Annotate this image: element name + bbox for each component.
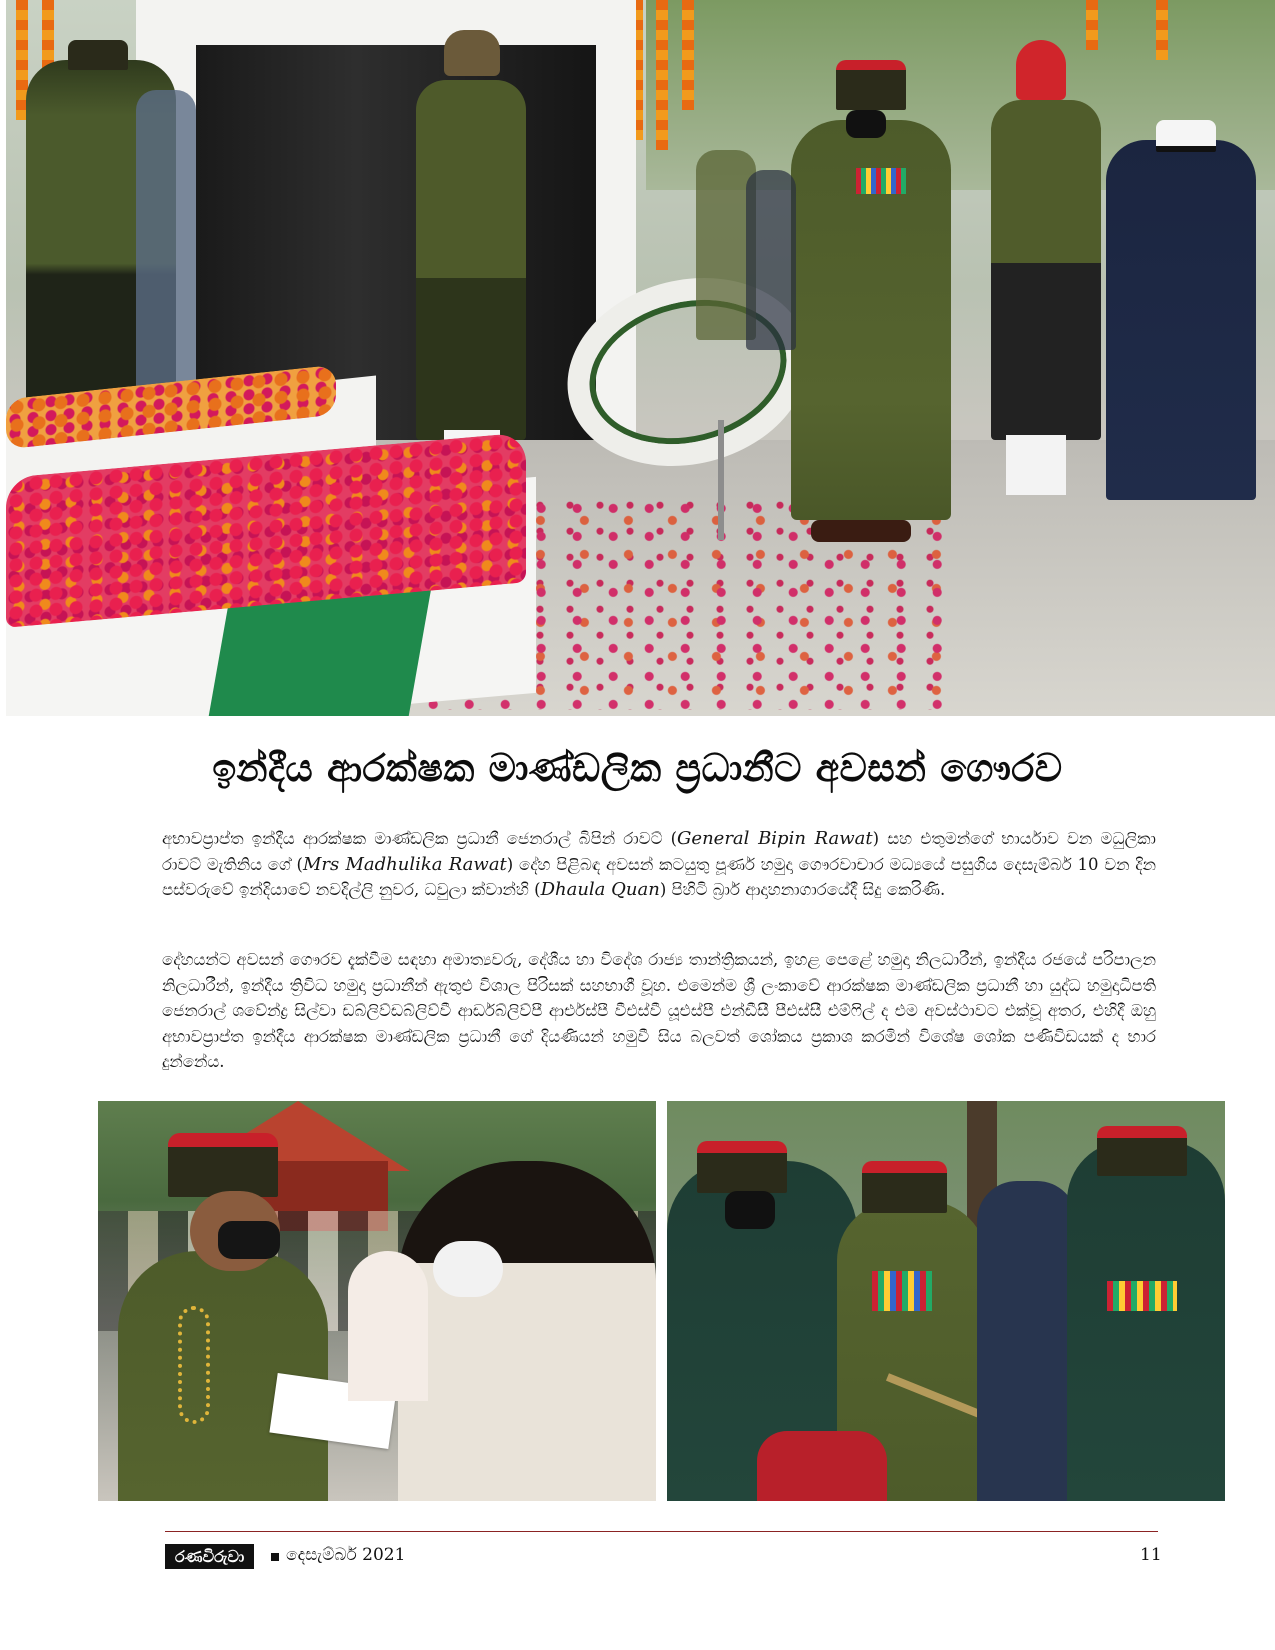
article-paragraph-2: දේහයන්ට අවසන් ගෞරව දැක්වීම සඳහා අමාත්‍යවරු, දේශීය හා විදේශ රාජ්‍ය තාන්ත්‍රිකයන්, ඉහළ පෙළේ හමුදා නිලධාරීන්, ඉන්දීය රජයේ පරිපාලන නිලධාරීන්, ඉන්දීය ත්‍රිවිධ හමුදා ප්‍රධානීන් ඇතුළු විශාල පිරිසක් සහභාගී වූහ. එමෙන්ම ශ්‍රී ලංකාවේ ආරක්ෂක මාණ්ඩලික ප්‍රධානී හා යුද්ධ හමුදාධිපති ජෙනරාල් ශවේන්ද්‍ර සිල්වා ඩබ්ලිව්ඩබ්ලිව්වී ආර්ඩබ්ලිව්පී ආර්එස්පී වීඑස්වී යූඑස්පී එන්ඩීසී පීඑස්සී එම්ෆිල් ද එම අවස්ථාවට එක්වූ අතර, එහිදී ඔහු අභාවප්‍රාප්ත ඉන්දීය ආරක්ෂක මාණ්ඩලික ප්‍රධානී ගේ දියණියන් හමුවී සිය බලවත් ශෝකය ප්‍රකාශ කරමින් විශේෂ ශෝක පණිවිඩයක් ද භාර දුන්නේය. (162, 950, 1156, 1072)
navy-chief-figure (1067, 1141, 1225, 1501)
navy-cap (1156, 120, 1216, 152)
wreath-stand (718, 420, 724, 540)
medal-ribbons (872, 1271, 932, 1311)
officer-cap (68, 40, 128, 70)
medal-ribbons (1107, 1281, 1177, 1311)
photo-condolence-message (98, 1101, 656, 1501)
english-place-name: Dhaula Quan (540, 879, 660, 901)
navy-officer-figure (1106, 140, 1256, 500)
officer-cap (697, 1141, 787, 1193)
white-gaiters (1006, 435, 1066, 495)
general-cap (836, 60, 906, 110)
face-mask (433, 1241, 503, 1297)
officer-cap (1097, 1126, 1187, 1176)
guard-figure (416, 80, 526, 440)
page-number: 11 (1140, 1545, 1162, 1565)
guard-figure (991, 100, 1101, 440)
background-officer (746, 170, 796, 350)
general-cap (168, 1133, 278, 1197)
gold-aiguillette (178, 1306, 210, 1424)
english-name: General Bipin Rawat (677, 828, 873, 849)
marigold-garland (1156, 0, 1168, 60)
face-mask (846, 110, 886, 138)
issue-date: දෙසැම්බර් 2021 (286, 1545, 406, 1565)
face-mask (725, 1191, 775, 1229)
officer-figure (136, 90, 196, 400)
turban (444, 30, 500, 76)
shoes (811, 520, 911, 542)
hero-photo (6, 0, 1275, 716)
article-paragraph-1 (162, 826, 1156, 903)
paragraph-text: අභාවප්‍රාප්ත ඉන්දීය ආරක්ෂක මාණ්ඩලික ප්‍රධානී ජෙනරාල් බිපින් රාවට් ( (162, 829, 678, 848)
paragraph-text: ) දේහ පිළිබඳ අවසන් කටයුතු පූර්ණ හමුදා ගෞරවාචාර මධ්‍යයේ පසුගිය දෙසැම්බර් 10 වන දින පස්වරුවේ ඉන්දියාවේ නවදිල්ලි නුවර, ධවුලා ක්වාන්හි ( (162, 854, 1156, 900)
marigold-garland (656, 0, 668, 150)
english-name: Mrs Madhulika Rawat (302, 853, 507, 875)
footer-bullet (271, 1553, 279, 1561)
footer-rule (165, 1531, 1158, 1532)
photo-handshake-officers (667, 1101, 1225, 1501)
daughter-figure (398, 1161, 656, 1501)
general-cap (862, 1161, 947, 1213)
article-headline: ඉන්දීය ආරක්ෂක මාණ්ඩලික ප්‍රධානීට අවසන් ගෞරව (212, 746, 1063, 790)
mourner-figure (348, 1251, 428, 1401)
marigold-garland (1086, 0, 1098, 50)
red-turban (1016, 40, 1066, 100)
face-mask (218, 1221, 280, 1259)
magazine-logo: රණවිරුවා (165, 1544, 254, 1569)
paragraph-text: ) පිහිටි බ්‍රාර් ආදාහනාගාරයේදී සිදු කෙරිණි. (659, 880, 946, 900)
red-chair (757, 1431, 887, 1501)
medal-ribbons (856, 168, 906, 194)
marigold-garland (682, 0, 694, 110)
paragraph-text: ) සහ එතුමන්ගේ භාර්යාව වන මධුලිකා රාවට් මැතිනිය ගේ ( (162, 829, 1156, 874)
civilian-figure (977, 1181, 1077, 1501)
